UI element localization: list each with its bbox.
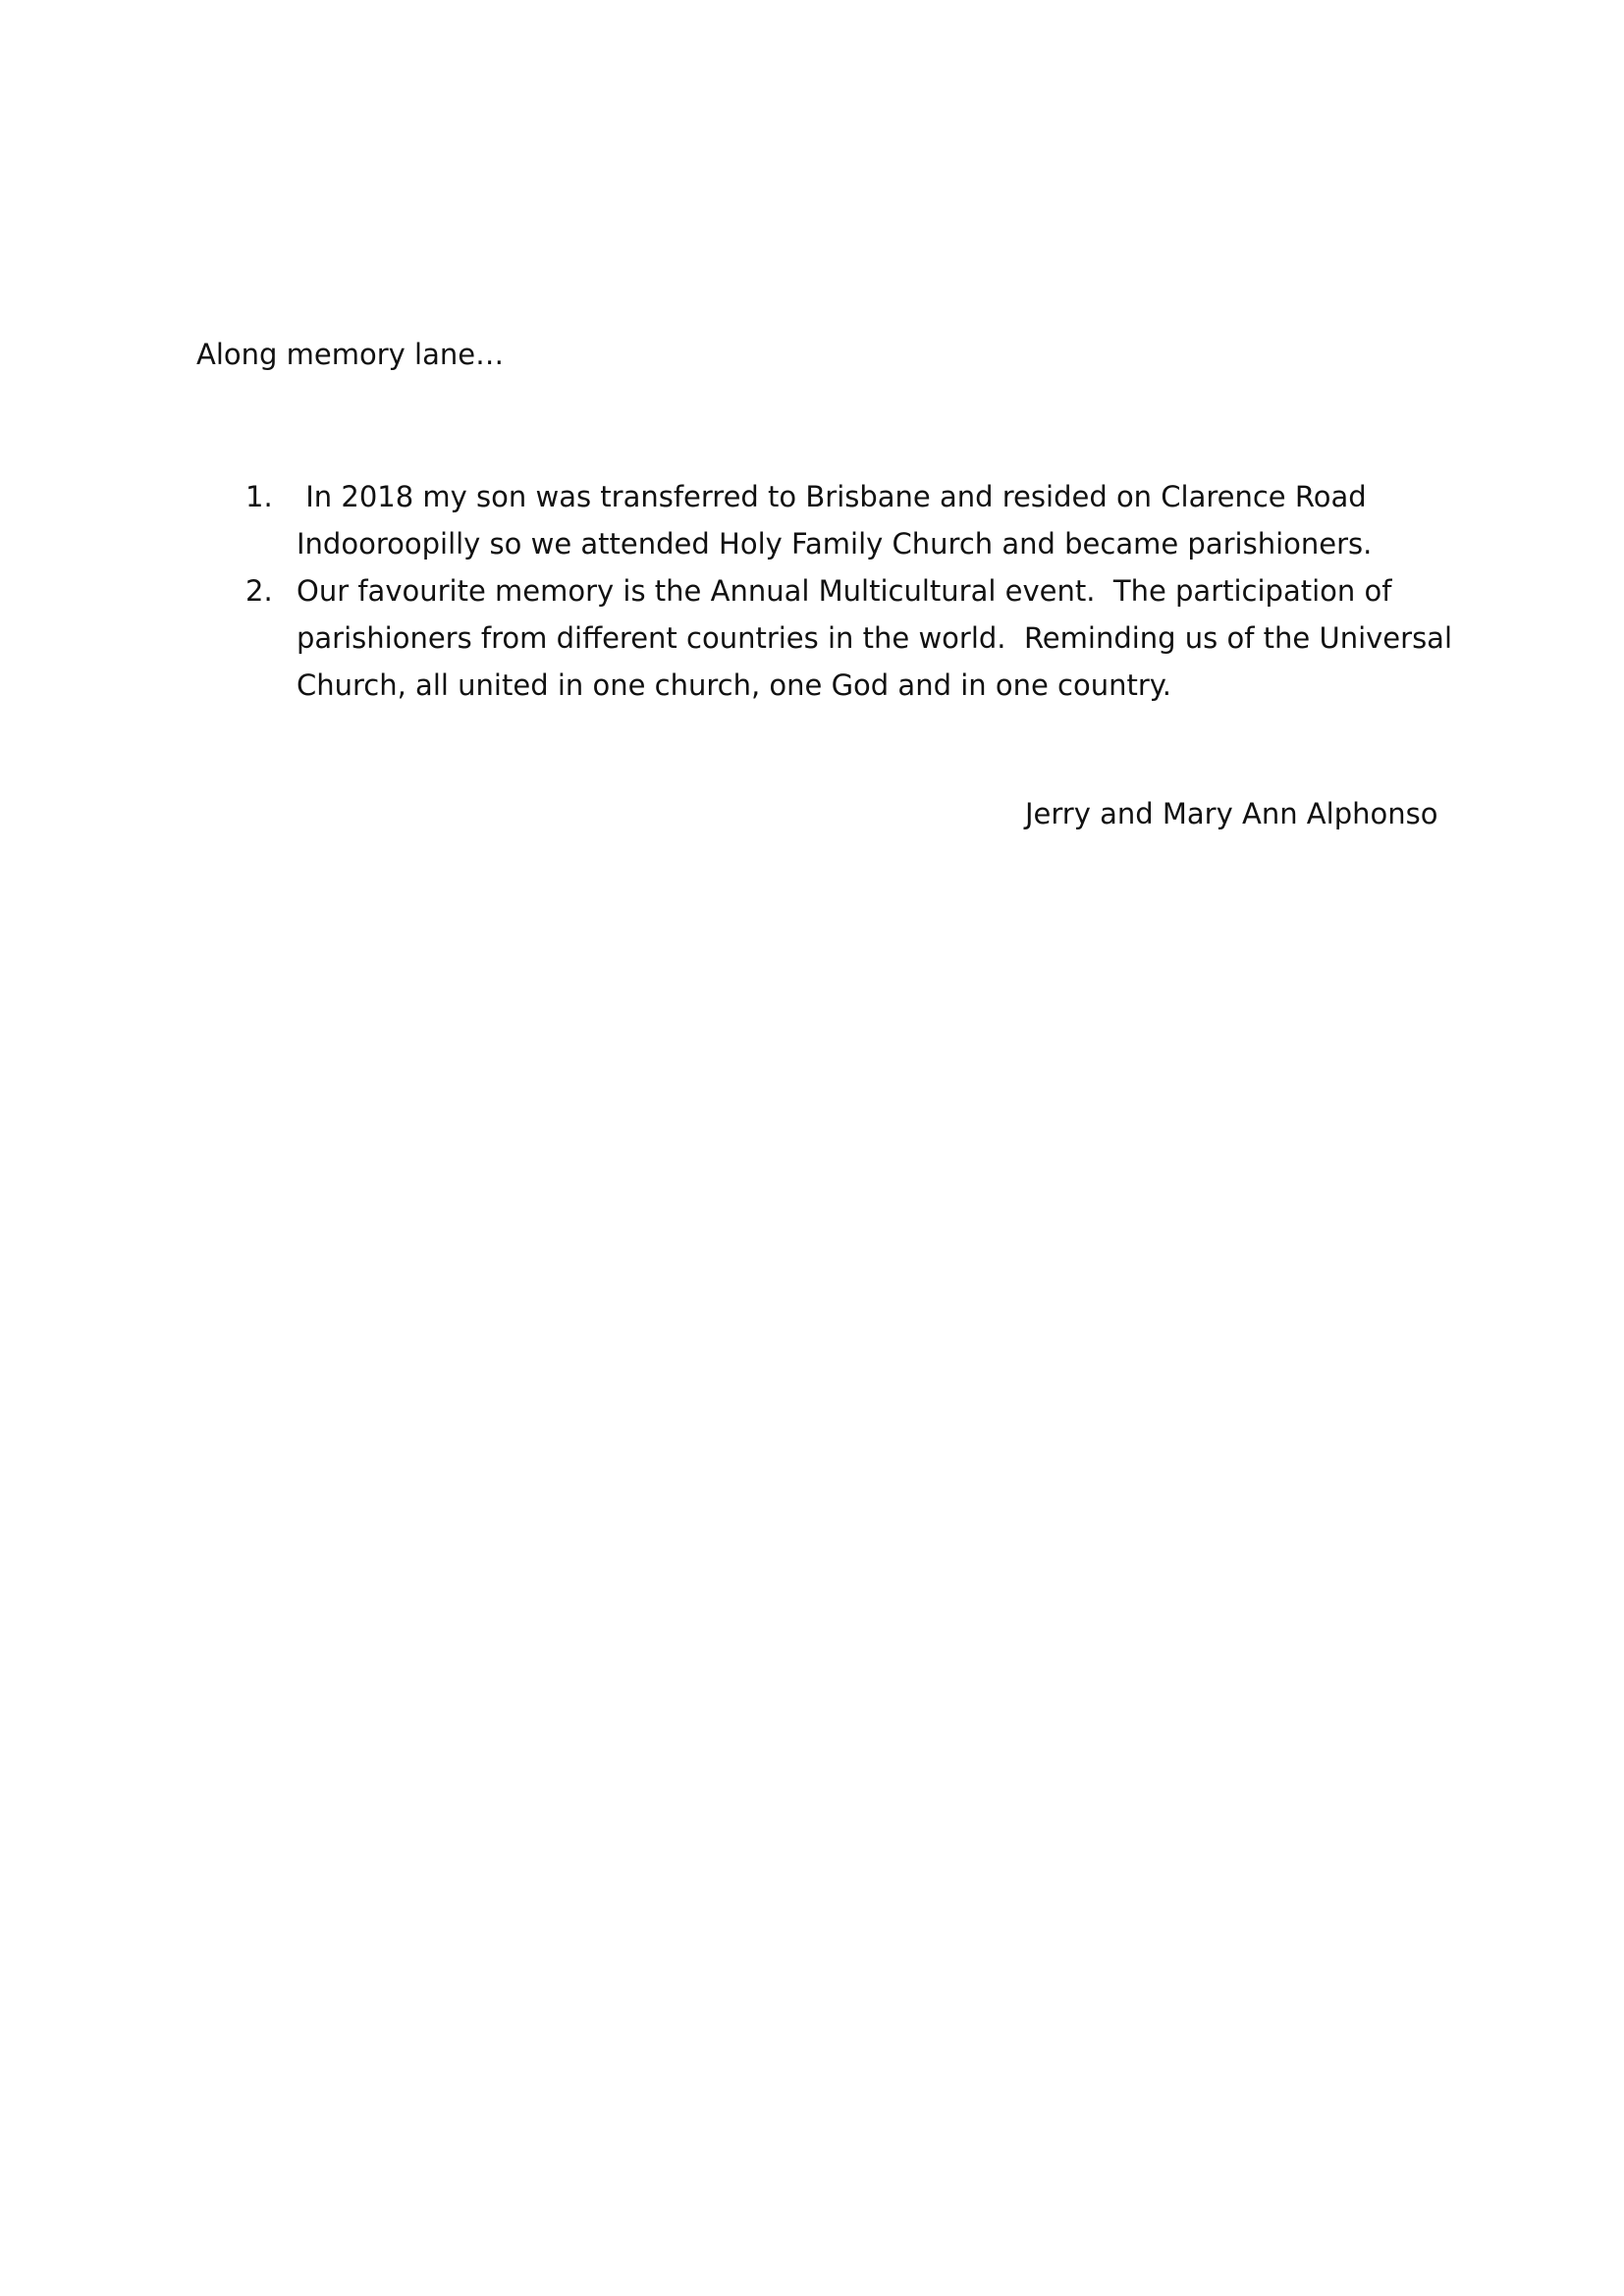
signature: Jerry and Mary Ann Alphonso: [1025, 797, 1438, 830]
list-item-2: [245, 567, 1483, 709]
list-item-line: Indooroopilly so we attended Holy Family Church and became parishioners.: [297, 527, 1373, 561]
list-item-line: Church, all united in one church, one God and in one country.: [297, 668, 1172, 702]
list-item-line: parishioners from different countries in the world. Reminding us of the Universal: [297, 621, 1453, 655]
list-item-number: 1.: [245, 480, 273, 513]
memory-list: [245, 473, 1483, 709]
list-item-number: 2.: [245, 574, 273, 608]
document-heading: Along memory lane…: [196, 338, 505, 371]
list-item-1: [245, 473, 1483, 567]
list-item-text: [297, 473, 1483, 567]
list-item-text: [297, 567, 1483, 709]
list-item-line: In 2018 my son was transferred to Brisbane and resided on Clarence Road: [297, 480, 1367, 513]
list-item-line: Our favourite memory is the Annual Multicultural event. The participation of: [297, 574, 1392, 608]
